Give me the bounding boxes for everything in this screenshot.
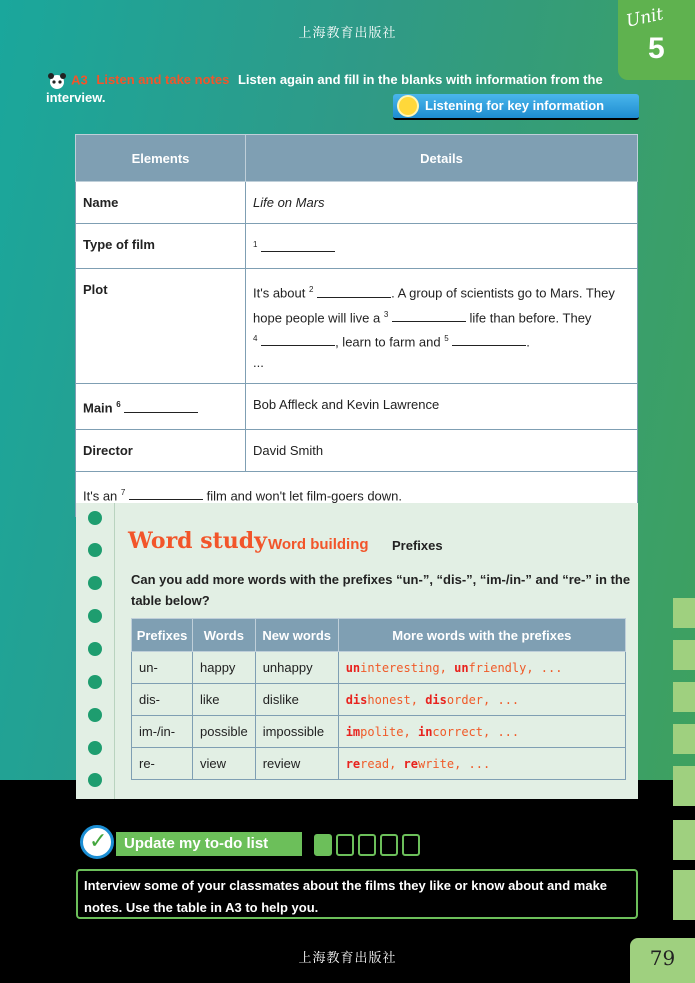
table-row xyxy=(132,748,626,780)
table-row xyxy=(76,384,638,429)
stem-part: write xyxy=(417,757,455,771)
decor-stripe xyxy=(673,724,695,754)
decor-stripe xyxy=(673,682,695,712)
notebook-hole xyxy=(88,741,102,755)
row-value: Bob Affleck and Kevin Lawrence xyxy=(246,384,638,429)
film-title: Life on Mars xyxy=(253,195,325,210)
notebook-hole xyxy=(88,675,102,689)
cell-prefix: im-/in- xyxy=(132,716,193,748)
cell-more-words: dishonest, disorder, ... xyxy=(338,684,625,716)
prefix-part: im xyxy=(345,725,361,739)
word-study-topic: Prefixes xyxy=(392,538,443,553)
row-label: Type of film xyxy=(76,224,246,269)
decor-stripe xyxy=(673,766,695,806)
plot-part: life than before. They xyxy=(469,309,592,325)
notebook-hole xyxy=(88,642,102,656)
blank-2[interactable] xyxy=(317,285,391,298)
a3-label: Listen and take notes xyxy=(96,72,230,88)
decor-stripe xyxy=(673,640,695,670)
page-number: 79 xyxy=(630,938,695,983)
margin-line xyxy=(114,503,115,799)
todo-text: Interview some of your classmates about the films they like or know about and make notes. Use the table in A3 to help you. xyxy=(76,869,638,919)
prefix-part: re xyxy=(403,757,418,771)
cell-new-word: impossible xyxy=(255,716,338,748)
blank-number: 3 xyxy=(383,309,389,319)
prefix-table xyxy=(131,618,626,780)
notes-header-elements: Elements xyxy=(76,135,246,182)
notebook-hole xyxy=(88,773,102,787)
plot-part: . xyxy=(526,334,530,350)
prefix-header: Words xyxy=(193,619,256,652)
stem-part: polite xyxy=(360,725,404,739)
plot-part: It's about xyxy=(253,285,306,301)
row-value: David Smith xyxy=(246,429,638,471)
blank-number: 5 xyxy=(444,333,449,343)
prefix-part: dis xyxy=(345,693,368,707)
progress-box-filled xyxy=(314,834,332,856)
cell-more-words: uninteresting, unfriendly, ... xyxy=(338,652,625,684)
cell-word: view xyxy=(193,748,256,780)
table-row xyxy=(76,269,638,384)
key-info-label: Listening for key information xyxy=(425,98,605,113)
unit-number: 5 xyxy=(648,32,665,65)
plot-part: , learn to farm and xyxy=(335,334,441,350)
table-row xyxy=(132,652,626,684)
table-row xyxy=(76,429,638,471)
stem-part: honest xyxy=(367,693,411,707)
notebook-hole xyxy=(88,543,102,557)
blank-number: 7 xyxy=(120,487,126,497)
unit-tab xyxy=(618,0,695,80)
summary-part: It's an xyxy=(83,487,118,503)
notes-table xyxy=(75,134,638,517)
plot-ellipsis: ... xyxy=(253,355,264,371)
progress-box xyxy=(402,834,420,856)
row-label: Name xyxy=(76,182,246,224)
publisher-header: 上海教育出版社 xyxy=(298,26,397,41)
blank-number: 1 xyxy=(253,240,258,249)
todo-title: Update my to-do list xyxy=(116,832,302,856)
lightbulb-icon xyxy=(399,97,417,115)
table-row xyxy=(132,716,626,748)
cell-new-word: unhappy xyxy=(255,652,338,684)
cell-new-word: dislike xyxy=(255,684,338,716)
prefix-part: re xyxy=(345,757,361,771)
stem-part: read xyxy=(360,757,390,771)
plot-text xyxy=(246,269,638,384)
blank-number: 2 xyxy=(308,285,314,295)
cell-word: like xyxy=(193,684,256,716)
summary-part: film and won't let film-goers down. xyxy=(206,487,403,503)
cell-more-words: impolite, incorrect, ... xyxy=(338,716,625,748)
cell-new-word: review xyxy=(255,748,338,780)
blank-number: 6 xyxy=(116,400,121,410)
cell-prefix: un- xyxy=(132,652,193,684)
prefix-header: New words xyxy=(255,619,338,652)
a3-code: A3 xyxy=(71,72,88,88)
key-info-bar xyxy=(393,94,639,120)
prefix-part: un xyxy=(345,661,361,675)
decor-stripe xyxy=(673,870,695,920)
blank-7[interactable] xyxy=(129,487,203,500)
prefix-part: un xyxy=(454,661,469,675)
stem-part: order xyxy=(446,693,484,707)
cell-prefix: re- xyxy=(132,748,193,780)
blank-5[interactable] xyxy=(452,333,526,346)
stem-part: friendly xyxy=(468,661,527,675)
row-label xyxy=(76,384,246,429)
notebook-hole xyxy=(88,708,102,722)
word-study-title: Word study xyxy=(128,528,267,554)
blank-6[interactable] xyxy=(124,400,198,413)
panda-listening-icon xyxy=(46,72,68,90)
unit-label: Unit xyxy=(624,4,666,32)
blank-number: 4 xyxy=(253,333,258,343)
a3-instruction: Listen again and fill in the blanks with information from the interview. xyxy=(46,72,603,105)
word-study-question: Can you add more words with the prefixes “un-”, “dis-”, “im-/in-” and “re-” in the table below? xyxy=(131,572,631,608)
blank-1[interactable] xyxy=(261,239,335,252)
cell-word: happy xyxy=(193,652,256,684)
stem-part: correct xyxy=(432,725,483,739)
prefix-header: More words with the prefixes xyxy=(338,619,625,652)
notebook-hole xyxy=(88,511,102,525)
stem-part: interesting xyxy=(360,661,440,675)
row-value xyxy=(246,224,638,269)
main-label: Main xyxy=(83,400,113,416)
prefix-part: dis xyxy=(425,693,447,707)
cell-more-words: reread, rewrite, ... xyxy=(338,748,625,780)
notes-header-details: Details xyxy=(246,135,638,182)
progress-box xyxy=(336,834,354,856)
notebook-hole xyxy=(88,576,102,590)
table-row xyxy=(132,684,626,716)
prefix-part: in xyxy=(417,725,433,739)
plot-part: . A group of scientists go to Mars. They hope people will live a xyxy=(253,285,615,325)
progress-box xyxy=(358,834,376,856)
table-row xyxy=(76,224,638,269)
notebook-hole xyxy=(88,609,102,623)
word-study-card xyxy=(76,503,638,799)
prefix-header: Prefixes xyxy=(132,619,193,652)
cell-word: possible xyxy=(193,716,256,748)
publisher-footer: 上海教育出版社 xyxy=(298,951,397,966)
cell-prefix: dis- xyxy=(132,684,193,716)
row-value xyxy=(246,182,638,224)
row-label: Plot xyxy=(76,269,246,384)
row-label: Director xyxy=(76,429,246,471)
checkmark-icon: ✓ xyxy=(80,825,114,859)
progress-box xyxy=(380,834,398,856)
word-study-subtitle: Word building xyxy=(268,536,369,553)
blank-3[interactable] xyxy=(392,309,466,322)
decor-stripe xyxy=(673,598,695,628)
decor-stripe xyxy=(673,820,695,860)
blank-4[interactable] xyxy=(261,333,335,346)
table-row xyxy=(76,182,638,224)
